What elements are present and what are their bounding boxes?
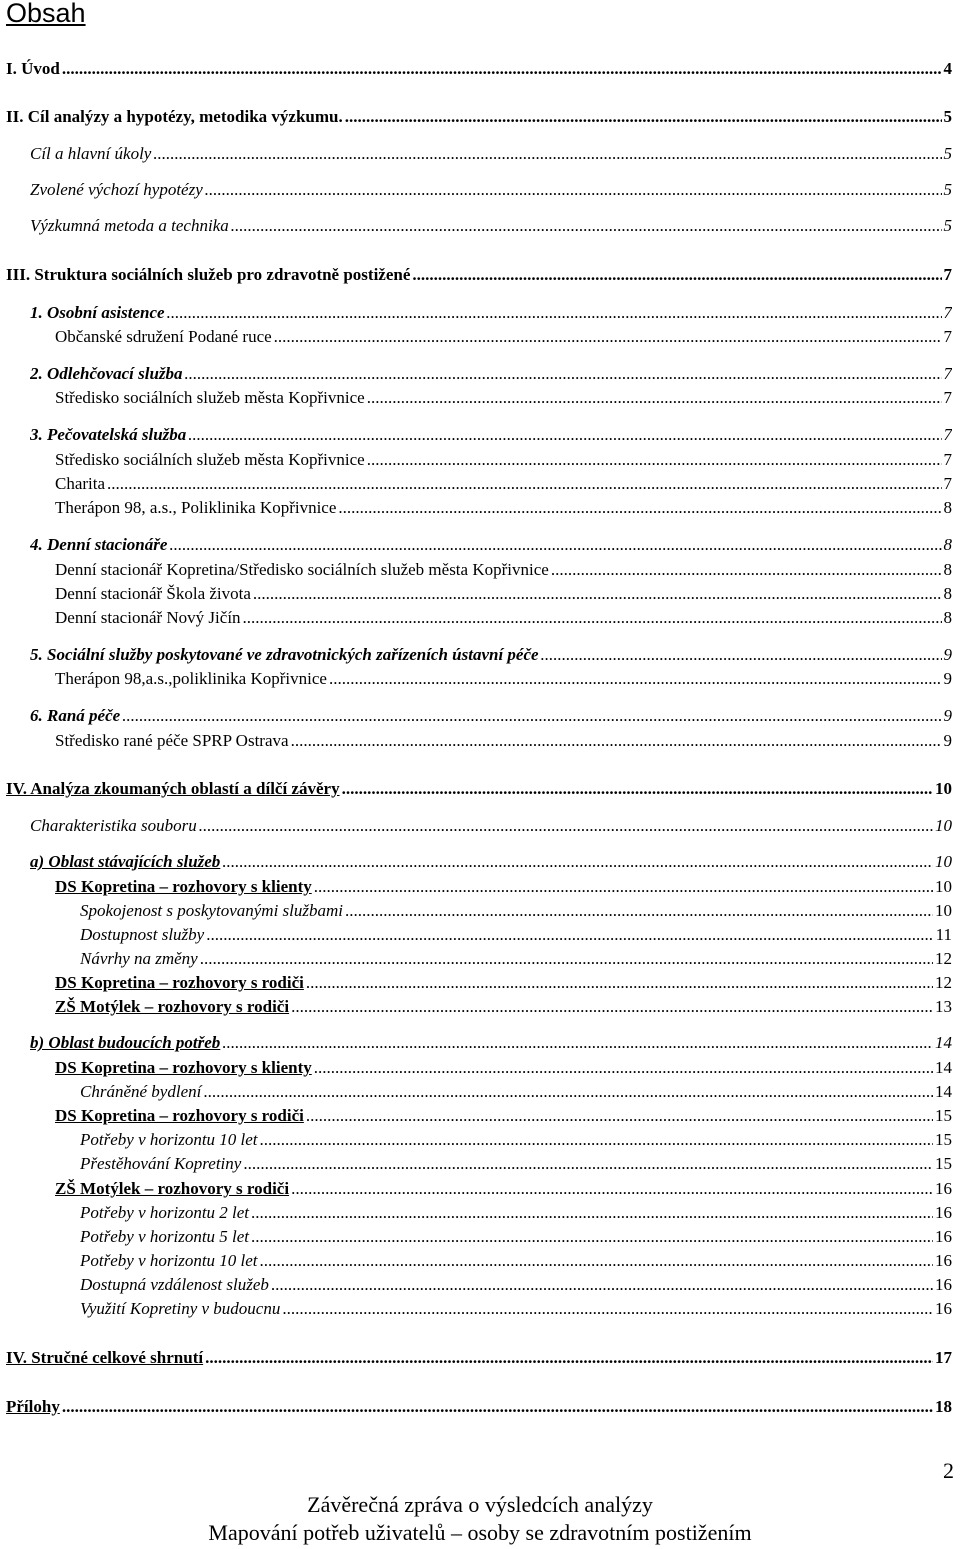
- toc-leader-dots: [329, 668, 942, 690]
- toc-entry-text: a) Oblast stávajících služeb: [30, 852, 221, 871]
- toc-leader-dots: [205, 179, 942, 201]
- toc-page-number: 12: [935, 973, 952, 992]
- toc-page-number: 8: [943, 498, 952, 517]
- toc-entry-oblast-stavajicich[interactable]: [30, 851, 952, 873]
- toc-leader-dots: [205, 1347, 933, 1369]
- toc-entry-text: b) Oblast budoucích potřeb: [30, 1033, 221, 1052]
- toc-entry-cil-analyzy[interactable]: [6, 106, 952, 128]
- toc-leader-dots: [541, 644, 942, 666]
- toc-leader-dots: [367, 387, 942, 409]
- toc-leader-dots: [274, 326, 942, 348]
- toc-entry-therapon-2[interactable]: [55, 668, 952, 690]
- toc-entry-spokojenost[interactable]: [80, 900, 952, 922]
- toc-page-number: 7: [943, 425, 952, 444]
- toc-entry-prilohy[interactable]: [6, 1396, 952, 1418]
- toc-leader-dots: [306, 1105, 933, 1127]
- toc-page-number: 5: [943, 216, 952, 235]
- toc-leader-dots: [243, 607, 942, 629]
- toc-leader-dots: [222, 1032, 933, 1054]
- toc-leader-dots: [251, 1202, 933, 1224]
- toc-page-number: 8: [943, 584, 952, 603]
- toc-entry-text: Spokojenost s poskytovanými službami: [80, 901, 343, 920]
- toc-entry-text: Denní stacionář Škola života: [55, 584, 251, 603]
- toc-entry-stredisko-2[interactable]: [55, 449, 952, 471]
- toc-entry-shrnuti[interactable]: [6, 1347, 952, 1369]
- toc-page-number: 15: [935, 1154, 952, 1173]
- toc-page-number: 8: [943, 608, 952, 627]
- toc-entry-text: Chráněné bydlení: [80, 1082, 202, 1101]
- toc-entry-text: I. Úvod: [6, 59, 60, 78]
- toc-leader-dots: [200, 948, 933, 970]
- toc-entry-text: Využití Kopretiny v budoucnu: [80, 1299, 281, 1318]
- toc-leader-dots: [243, 1153, 933, 1175]
- footer-line-2: Mapování potřeb uživatelů – osoby se zdravotním postižením: [208, 1520, 752, 1545]
- toc-page-number: 14: [935, 1082, 952, 1101]
- toc-page-number: 5: [943, 144, 952, 163]
- toc-entry-text: Potřeby v horizontu 10 let: [80, 1251, 258, 1270]
- toc-leader-dots: [203, 1081, 933, 1103]
- toc-leader-dots: [167, 302, 942, 324]
- toc-leader-dots: [231, 215, 942, 237]
- toc-entry-skola-zivota[interactable]: [55, 583, 952, 605]
- toc-entry-text: Cíl a hlavní úkoly: [30, 144, 152, 163]
- toc-entry-motylek-2[interactable]: [55, 1178, 952, 1200]
- toc-page-number: 18: [935, 1397, 952, 1416]
- toc-entry-kopretina-rodice-2[interactable]: [55, 1105, 952, 1127]
- toc-entry-chranene-bydleni[interactable]: [80, 1081, 952, 1103]
- toc-entry-text: Charita: [55, 474, 106, 493]
- toc-entry-denni-stacionare[interactable]: [30, 534, 952, 556]
- toc-entry-text: 4. Denní stacionáře: [30, 535, 168, 554]
- toc-leader-dots: [291, 730, 942, 752]
- toc-page-number: 16: [935, 1251, 952, 1270]
- toc-entry-potreby-10-1[interactable]: [80, 1129, 952, 1151]
- toc-page-number: 16: [935, 1275, 952, 1294]
- toc-entry-odlehcovaci[interactable]: [30, 363, 952, 385]
- toc-entry-text: Výzkumná metoda a technika: [30, 216, 229, 235]
- toc-page-number: 7: [943, 327, 952, 346]
- toc-entry-text: Středisko sociálních služeb města Kopřivnice: [55, 388, 365, 407]
- toc-entry-charita[interactable]: [55, 473, 952, 495]
- toc-leader-dots: [314, 1057, 933, 1079]
- toc-entry-text: Charakteristika souboru: [30, 816, 197, 835]
- toc-leader-dots: [314, 876, 933, 898]
- toc-entry-struktura[interactable]: [6, 264, 952, 286]
- toc-entry-text: Dostupná vzdálenost služeb: [80, 1275, 269, 1294]
- toc-page-number: 7: [943, 364, 952, 383]
- toc-entry-prestehovani[interactable]: [80, 1153, 952, 1175]
- toc-leader-dots: [271, 1274, 933, 1296]
- toc-entry-stredisko-1[interactable]: [55, 387, 952, 409]
- toc-entry-text: 2. Odlehčovací služba: [30, 364, 183, 383]
- toc-entry-text: DS Kopretina – rozhovory s klienty: [55, 877, 312, 896]
- toc-entry-vzdalenost[interactable]: [80, 1274, 952, 1296]
- toc-entry-text: Potřeby v horizontu 10 let: [80, 1130, 258, 1149]
- toc-page-number: 7: [943, 388, 952, 407]
- toc-entry-potreby-5[interactable]: [80, 1226, 952, 1248]
- toc-page-number: 7: [943, 450, 952, 469]
- toc-page-number: 14: [935, 1058, 952, 1077]
- toc-entry-vyuziti[interactable]: [80, 1298, 952, 1320]
- toc-entry-kopretina-stredisko[interactable]: [55, 559, 952, 581]
- toc-entry-uvod[interactable]: [6, 58, 952, 80]
- toc-entry-text: Středisko sociálních služeb města Kopřivnice: [55, 450, 365, 469]
- toc-leader-dots: [412, 264, 941, 286]
- toc-page-number: 9: [943, 706, 952, 725]
- toc-leader-dots: [251, 1226, 933, 1248]
- toc-entry-text: 3. Pečovatelská služba: [30, 425, 187, 444]
- toc-entry-oblast-budoucich[interactable]: [30, 1032, 952, 1054]
- toc-entry-analyza[interactable]: [6, 778, 952, 800]
- toc-page-number: 10: [935, 816, 952, 835]
- toc-leader-dots: [306, 972, 933, 994]
- toc-entry-navrhy[interactable]: [80, 948, 952, 970]
- toc-entry-novy-jicin[interactable]: [55, 607, 952, 629]
- toc-leader-dots: [253, 583, 942, 605]
- toc-entry-podane-ruce[interactable]: [55, 326, 952, 348]
- toc-leader-dots: [199, 815, 933, 837]
- toc-page-number: 16: [935, 1299, 952, 1318]
- toc-entry-text: 6. Raná péče: [30, 706, 121, 725]
- toc-page-number: 16: [935, 1203, 952, 1222]
- toc-leader-dots: [185, 363, 942, 385]
- toc-page-number: 8: [943, 535, 952, 554]
- toc-entry-text: Přestěhování Kopretiny: [80, 1154, 242, 1173]
- toc-page-number: 7: [943, 474, 952, 493]
- toc-entry-text: II. Cíl analýzy a hypotézy, metodika výzkumu.: [6, 107, 343, 126]
- toc-leader-dots: [153, 143, 941, 165]
- toc-entry-kopretina-klienty-1[interactable]: [55, 876, 952, 898]
- toc-entry-cil-ukoly[interactable]: [30, 143, 952, 165]
- toc-leader-dots: [107, 473, 941, 495]
- toc-entry-text: Občanské sdružení Podané ruce: [55, 327, 272, 346]
- toc-leader-dots: [122, 705, 941, 727]
- toc-leader-dots: [62, 1396, 933, 1418]
- toc-page-number: 5: [943, 107, 952, 126]
- toc-leader-dots: [345, 106, 942, 128]
- toc-page-number: 9: [943, 731, 952, 750]
- toc-page-number: 10: [935, 779, 952, 798]
- toc-entry-sprp-ostrava[interactable]: [55, 730, 952, 752]
- toc-entry-text: Dostupnost služby: [80, 925, 205, 944]
- toc-entry-text: IV. Analýza zkoumaných oblastí a dílčí závěry: [6, 779, 340, 798]
- toc-entry-text: Therápon 98, a.s., Poliklinika Kopřivnice: [55, 498, 337, 517]
- toc-page-number: 10: [935, 901, 952, 920]
- toc-entry-text: ZŠ Motýlek – rozhovory s rodiči: [55, 997, 290, 1016]
- toc-entry-motylek-1[interactable]: [55, 996, 952, 1018]
- toc-entry-hypotezy[interactable]: [30, 179, 952, 201]
- toc-entry-text: DS Kopretina – rozhovory s rodiči: [55, 973, 304, 992]
- toc-entry-text: Přílohy: [6, 1397, 60, 1416]
- toc-entry-kopretina-rodice-1[interactable]: [55, 972, 952, 994]
- toc-page-number: 17: [935, 1348, 952, 1367]
- toc-leader-dots: [260, 1129, 933, 1151]
- toc-page-number: 5: [943, 180, 952, 199]
- toc-leader-dots: [551, 559, 942, 581]
- toc-page-number: 15: [935, 1106, 952, 1125]
- toc-entry-socialni-sluzby[interactable]: [30, 644, 952, 666]
- toc-leader-dots: [206, 924, 933, 946]
- toc-leader-dots: [169, 534, 941, 556]
- toc-leader-dots: [62, 58, 942, 80]
- toc-page-number: 7: [943, 303, 952, 322]
- page-number: 2: [943, 1458, 954, 1483]
- toc-entry-text: Potřeby v horizontu 2 let: [80, 1203, 250, 1222]
- toc-page-number: 16: [935, 1227, 952, 1246]
- toc-page-number: 12: [935, 949, 952, 968]
- toc-entry-text: Potřeby v horizontu 5 let: [80, 1227, 250, 1246]
- toc-leader-dots: [338, 497, 941, 519]
- toc-entry-text: 5. Sociální služby poskytované ve zdravotnických zařízeních ústavní péče: [30, 645, 539, 664]
- toc-entry-text: Denní stacionář Nový Jičín: [55, 608, 241, 627]
- toc-entry-text: IV. Stručné celkové shrnutí: [6, 1348, 204, 1367]
- toc-page-number: 13: [935, 997, 952, 1016]
- toc-page-number: 9: [943, 645, 952, 664]
- toc-entry-metoda[interactable]: [30, 215, 952, 237]
- toc-page-number: 9: [943, 669, 952, 688]
- toc-entry-charakteristika[interactable]: [30, 815, 952, 837]
- toc-page-number: 16: [935, 1179, 952, 1198]
- toc-entry-potreby-2[interactable]: [80, 1202, 952, 1224]
- toc-leader-dots: [291, 996, 933, 1018]
- toc-entry-text: III. Struktura sociálních služeb pro zdravotně postižené: [6, 265, 411, 284]
- toc-entry-osobni-asistence[interactable]: [30, 302, 952, 324]
- toc-entry-text: ZŠ Motýlek – rozhovory s rodiči: [55, 1179, 290, 1198]
- toc-entry-text: Denní stacionář Kopretina/Středisko sociálních služeb města Kopřivnice: [55, 560, 549, 579]
- toc-entry-dostupnost[interactable]: [80, 924, 952, 946]
- toc-entry-kopretina-klienty-2[interactable]: [55, 1057, 952, 1079]
- toc-page-number: 7: [943, 265, 952, 284]
- toc-entry-pecovatelska[interactable]: [30, 424, 952, 446]
- toc-page-number: 4: [943, 59, 952, 78]
- toc-entry-text: DS Kopretina – rozhovory s rodiči: [55, 1106, 304, 1125]
- toc-leader-dots: [222, 851, 933, 873]
- toc-entry-text: Therápon 98,a.s.,poliklinika Kopřivnice: [55, 669, 327, 688]
- toc-page-number: 10: [935, 877, 952, 896]
- toc-entry-rana-pece[interactable]: [30, 705, 952, 727]
- toc-leader-dots: [342, 778, 933, 800]
- toc-leader-dots: [282, 1298, 933, 1320]
- toc-leader-dots: [345, 900, 933, 922]
- toc-leader-dots: [291, 1178, 933, 1200]
- toc-entry-text: Návrhy na změny: [80, 949, 198, 968]
- toc-page-number: 15: [935, 1130, 952, 1149]
- toc-leader-dots: [260, 1250, 933, 1272]
- toc-entry-text: Středisko rané péče SPRP Ostrava: [55, 731, 289, 750]
- toc-entry-text: Zvolené výchozí hypotézy: [30, 180, 203, 199]
- toc-page-number: 10: [935, 852, 952, 871]
- toc-entry-text: DS Kopretina – rozhovory s klienty: [55, 1058, 312, 1077]
- toc-entry-therapon-1[interactable]: [55, 497, 952, 519]
- toc-entry-text: 1. Osobní asistence: [30, 303, 165, 322]
- toc-page-number: 8: [943, 560, 952, 579]
- footer-line-1: Závěrečná zpráva o výsledcích analýzy: [307, 1492, 653, 1517]
- toc-page-number: 14: [935, 1033, 952, 1052]
- toc-leader-dots: [367, 449, 942, 471]
- page-title: Obsah: [6, 0, 86, 28]
- toc-page-number: 11: [935, 925, 952, 944]
- toc-leader-dots: [188, 424, 941, 446]
- toc-entry-potreby-10-2[interactable]: [80, 1250, 952, 1272]
